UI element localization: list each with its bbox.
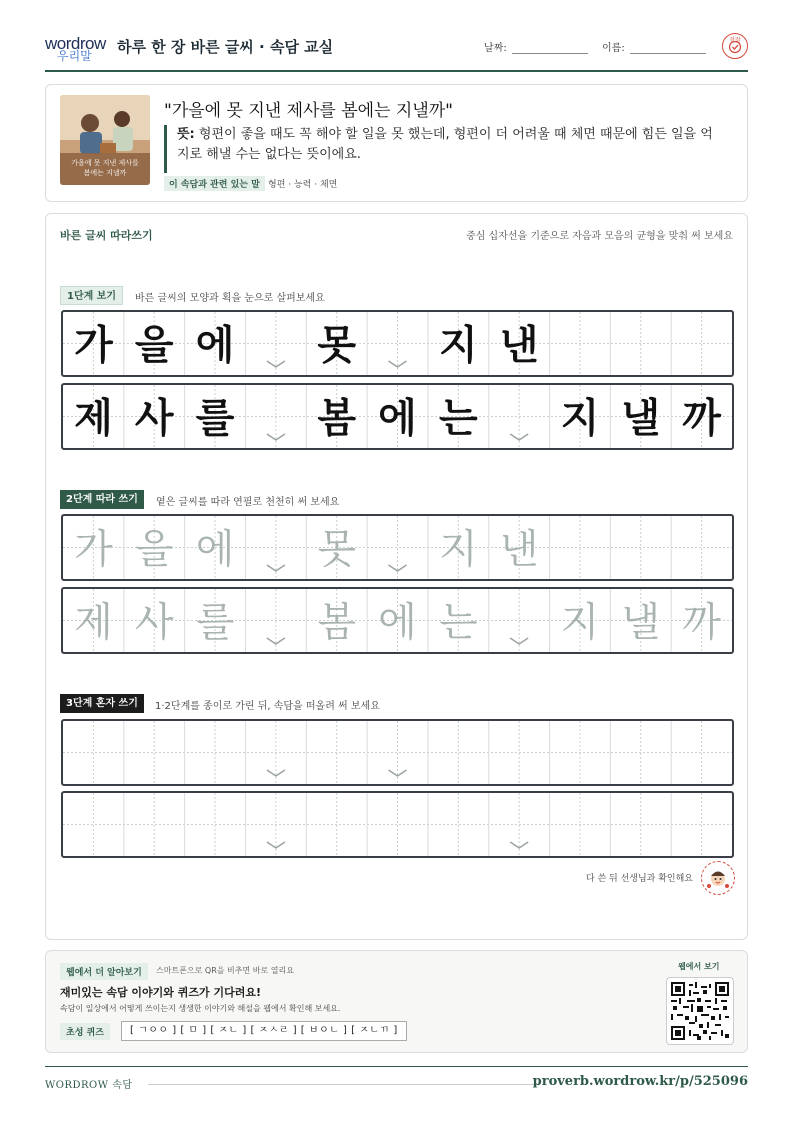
page-title: 하루 한 장 바른 글씨 · 속담 교실 xyxy=(117,38,334,56)
trace-character: 못 xyxy=(317,526,357,573)
footer-brand: WORDROW 속담 xyxy=(45,1080,133,1091)
teacher-stamp-icon xyxy=(701,861,735,895)
web-more-headline: 재미있는 속담 이야기와 퀴즈가 기다려요! xyxy=(60,986,261,999)
section-title: 바른 글씨 따라쓰기 xyxy=(60,229,153,242)
step2-badge: 2단계 따라 쓰기 xyxy=(60,490,144,509)
qr-code-icon[interactable] xyxy=(666,977,734,1045)
name-field[interactable] xyxy=(630,53,706,54)
check-stamp-icon: 참잘 xyxy=(722,33,748,59)
related-words: 형편 · 능력 · 체면 xyxy=(268,180,338,190)
model-character: 지 xyxy=(438,322,478,369)
model-character: 가 xyxy=(74,322,113,369)
model-character: 을 xyxy=(134,322,174,369)
model-character: 에 xyxy=(378,395,417,442)
page-header xyxy=(45,30,748,72)
step3-row-1[interactable] xyxy=(61,719,734,786)
model-character: 못 xyxy=(317,322,357,369)
web-more-desc: 스마트폰으로 QR을 비추면 바로 열리요 xyxy=(156,966,294,975)
model-character: 제 xyxy=(74,395,113,442)
step1-badge: 1단계 보기 xyxy=(60,286,123,305)
step2-row-1[interactable] xyxy=(61,514,734,581)
model-character: 낼 xyxy=(621,395,661,442)
trace-character: 가 xyxy=(74,526,113,573)
web-more-section xyxy=(45,950,748,1053)
page-footer xyxy=(45,1066,748,1096)
model-character: 사 xyxy=(134,395,174,442)
trace-character: 지 xyxy=(560,599,600,646)
web-more-text: 속담이 일상에서 어떻게 쓰이는지 생생한 이야기와 해설을 웹에서 확인해 보세요. xyxy=(60,1004,341,1013)
trace-character: 낼 xyxy=(621,599,661,646)
meaning-box xyxy=(164,125,724,173)
trace-character: 봄 xyxy=(317,599,357,646)
svg-text:봄에는 지낼까: 봄에는 지낼까 xyxy=(83,169,127,177)
step1-desc: 바른 글씨의 모양과 획을 눈으로 살펴보세요 xyxy=(135,293,325,304)
step1-row-2 xyxy=(61,383,734,450)
trace-character: 는 xyxy=(438,599,478,646)
date-label: 날짜: xyxy=(484,43,507,54)
trace-character: 에 xyxy=(378,599,417,646)
date-field[interactable] xyxy=(512,53,588,54)
trace-character: 에 xyxy=(195,526,235,573)
trace-character: 지 xyxy=(438,526,478,573)
model-character: 는 xyxy=(438,395,478,442)
trace-character: 낸 xyxy=(499,526,539,573)
wordrow-logo: wordrow 우리말 xyxy=(45,34,106,63)
chosung-quiz: [ ㄱㅇㅇ ] [ ㅁ ] [ ㅈㄴ ] [ ㅈㅅㄹ ] [ ㅂㅇㄴ ] [ ㅈㄴㄲ ] xyxy=(121,1021,407,1041)
web-view-label: 웹에서 보기 xyxy=(678,962,720,971)
step2-desc: 옅은 글씨를 따라 연필로 천천히 써 보세요 xyxy=(156,497,340,508)
section-hint: 중심 십자선을 기준으로 자음과 모음의 균형을 맞춰 써 보세요 xyxy=(466,231,733,242)
svg-text:가을에 못 지낸 제사를: 가을에 못 지낸 제사를 xyxy=(71,159,139,167)
trace-character: 을 xyxy=(134,526,174,573)
trace-character: 를 xyxy=(195,599,235,646)
proverb-text: "가을에 못 지낸 제사를 봄에는 지낼까" xyxy=(164,101,453,121)
footer-url-link[interactable]: proverb.wordrow.kr/p/525096 xyxy=(532,1074,748,1089)
meaning-label: 뜻: xyxy=(177,127,195,142)
step3-row-2[interactable] xyxy=(61,791,734,858)
step3-badge: 3단계 혼자 쓰기 xyxy=(60,694,144,713)
step1-row-1 xyxy=(61,310,734,377)
model-character: 지 xyxy=(560,395,600,442)
proverb-illustration xyxy=(60,95,150,185)
model-character: 를 xyxy=(195,395,235,442)
footer-divider xyxy=(148,1084,538,1085)
model-character: 낸 xyxy=(499,322,539,369)
chosung-quiz-tag: 초성 퀴즈 xyxy=(60,1023,110,1040)
model-character: 봄 xyxy=(317,395,357,442)
model-character: 까 xyxy=(682,395,721,442)
related-words-tag: 이 속담과 관련 있는 말 xyxy=(164,176,265,191)
trace-character: 까 xyxy=(682,599,721,646)
meaning-text: 형편이 좋을 때도 꼭 해야 할 일을 못 했는데, 형편이 더 어려울 때 체면 때문에 힘든 일을 억지로 해낼 수는 없다는 뜻이에요. xyxy=(177,127,713,162)
trace-character: 사 xyxy=(134,599,174,646)
writing-practice-section xyxy=(45,213,748,940)
name-label: 이름: xyxy=(602,43,625,54)
teacher-check-note: 다 쓴 뒤 선생님과 확인해요 xyxy=(585,874,693,884)
step2-row-2[interactable] xyxy=(61,587,734,654)
model-character: 에 xyxy=(195,322,235,369)
trace-character: 제 xyxy=(74,599,113,646)
web-more-tag: 웹에서 더 알아보기 xyxy=(60,963,148,980)
proverb-card xyxy=(45,84,748,202)
step3-desc: 1·2단계를 종이로 가린 뒤, 속담을 떠올려 써 보세요 xyxy=(155,701,380,712)
